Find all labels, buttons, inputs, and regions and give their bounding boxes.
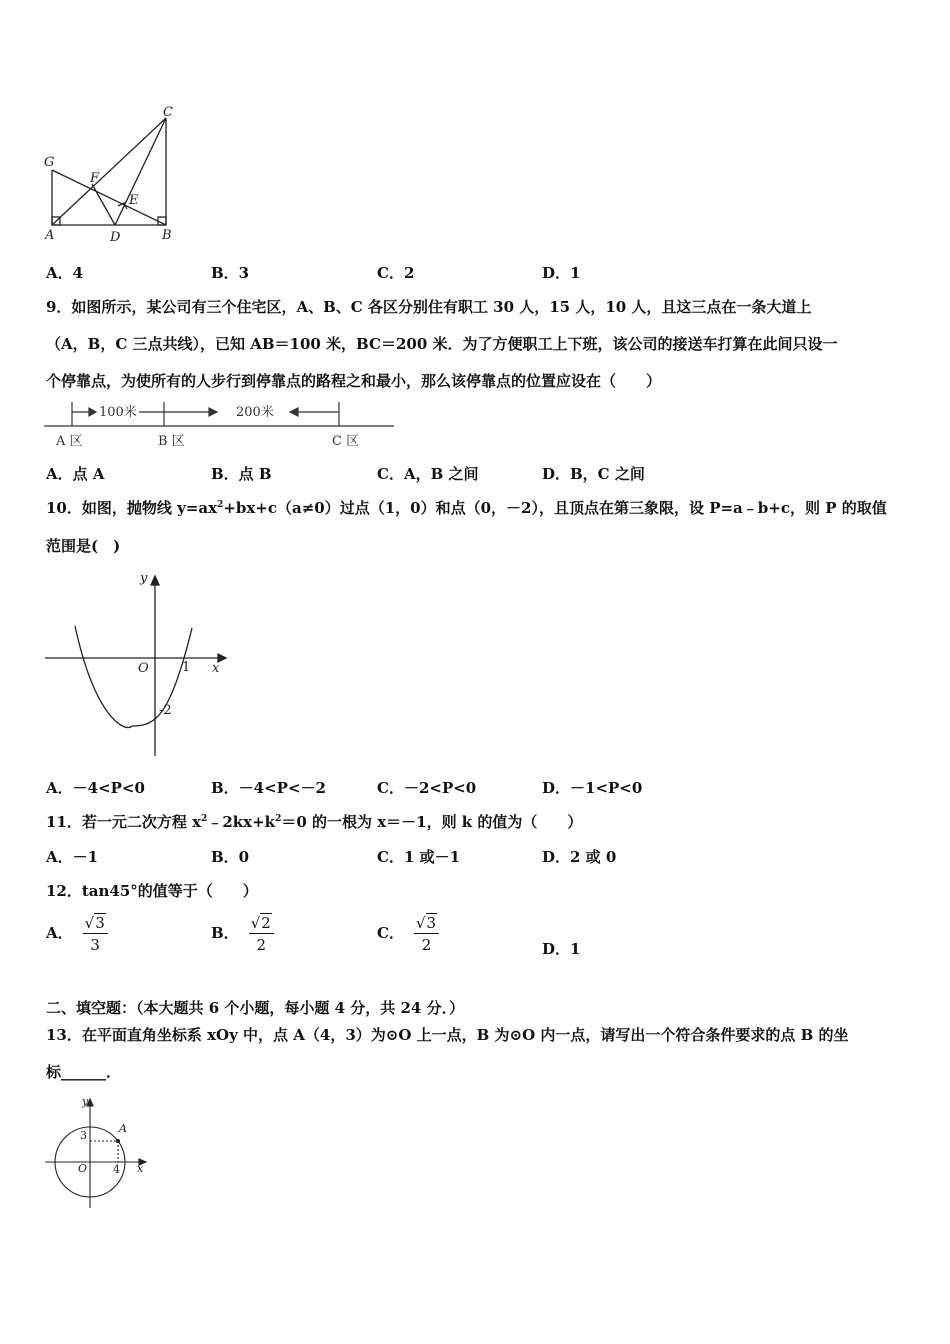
q8-option-c[interactable]: C．2 <box>377 264 415 282</box>
q10-option-b[interactable]: B．－4<P<－2 <box>211 779 326 797</box>
label-four: 4 <box>113 1163 120 1176</box>
q12-option-c[interactable]: C． $\frac{√3}{2}$ <box>377 914 439 954</box>
q13-circle-figure <box>42 1092 150 1210</box>
q12-option-b[interactable]: B． $\frac{√2}{2}$ <box>211 914 274 954</box>
section2-heading: 二、填空题：（本大题共 6 个小题，每小题 4 分，共 24 分．） <box>46 999 465 1017</box>
q9-text-line1: 9．如图所示，某公司有三个住宅区，A、B、C 各区分别住有职工 30 人，15 人，10 人，且这三点在一条大道上 <box>46 298 812 316</box>
y-axis-arrow <box>151 576 159 585</box>
label-y: y <box>82 1095 89 1108</box>
label-x: x <box>212 661 220 676</box>
q12-option-d[interactable]: D．1 <box>542 940 581 958</box>
q10-text-line2: 范围是( ) <box>46 537 121 555</box>
q10-option-d[interactable]: D．－1<P<0 <box>542 779 643 797</box>
fraction-sqrt2-over-2: $\frac{√2}{2}$ <box>249 914 274 954</box>
label-f: F <box>90 171 100 186</box>
fraction-sqrt3-over-2: $\frac{√3}{2}$ <box>414 914 439 954</box>
q8-option-a[interactable]: A．4 <box>46 264 84 282</box>
q10-parabola-figure <box>40 568 235 758</box>
q12-text: 12．tan45°的值等于（ ） <box>46 882 258 900</box>
label-d: D <box>110 230 121 245</box>
q11-option-b[interactable]: B．0 <box>211 848 250 866</box>
q11-text: 11．若一元二次方程 $x^2﹣2kx+k^2=0$ 的一根为 x＝－1，则 k 的值为（ ） <box>46 813 583 831</box>
label-origin: O <box>138 661 149 676</box>
q9-option-d[interactable]: D．B，C 之间 <box>542 465 645 483</box>
label-x: x <box>137 1162 144 1175</box>
zone-b: B 区 <box>158 434 185 449</box>
q9-road-figure <box>44 398 396 454</box>
arrowhead-ab <box>89 408 96 416</box>
q9-text-line2: （A，B，C 三点共线），已知 AB＝100 米，BC＝200 米．为了方便职工上下班，该公司的接送车打算在此间只设一 <box>46 335 838 353</box>
q9-option-c[interactable]: C．A，B 之间 <box>377 465 479 483</box>
q10-text-line1: 10．如图，抛物线 $y=ax^2+bx+c(a\ne 0)$过点（1，0）和点（0，－2），且顶点在第三象限，设 P=a﹣b+c，则 P 的取值 <box>46 499 887 517</box>
label-a: A <box>45 228 55 243</box>
label-three: 3 <box>80 1129 87 1142</box>
q11-option-a[interactable]: A．－1 <box>46 848 99 866</box>
q8-option-d[interactable]: D．1 <box>542 264 581 282</box>
arrowhead-bc <box>209 408 217 416</box>
fraction-sqrt3-over-3: $\frac{√3}{3}$ <box>83 914 108 954</box>
label-neg2: -2 <box>159 703 172 718</box>
distance-bc: 200米 <box>236 405 274 420</box>
q13-text-line1: 13．在平面直角坐标系 xOy 中，点 A（4，3）为⊙O 上一点，B 为⊙O 内一点，请写出一个符合条件要求的点 B 的坐 <box>46 1026 849 1044</box>
label-b: B <box>162 228 172 243</box>
segment-dc <box>115 118 166 225</box>
q11-option-d[interactable]: D．2 或 0 <box>542 848 617 866</box>
label-g: G <box>44 155 55 170</box>
q8-option-b[interactable]: B．3 <box>211 264 250 282</box>
segment-gb <box>52 170 166 225</box>
q10-option-a[interactable]: A．－4<P<0 <box>46 779 145 797</box>
segment-ac <box>52 118 166 225</box>
q9-option-b[interactable]: B．点 B <box>211 465 272 483</box>
q12-option-a[interactable]: A． $\frac{√3}{3}$ <box>46 914 108 954</box>
label-e: E <box>129 193 139 208</box>
label-origin: O <box>78 1162 88 1175</box>
label-a: A <box>119 1122 127 1135</box>
label-one: 1 <box>182 660 191 675</box>
arrowhead-cb <box>290 408 298 416</box>
label-c: C <box>163 105 173 120</box>
q8-geometry-figure <box>40 100 190 245</box>
q9-option-a[interactable]: A．点 A <box>46 465 105 483</box>
zone-c: C 区 <box>332 434 360 449</box>
segment-fd <box>92 184 115 225</box>
zone-a: A 区 <box>56 434 83 449</box>
q9-text-line3: 个停靠点，为使所有的人步行到停靠点的路程之和最小，那么该停靠点的位置应设在（ ） <box>46 372 662 390</box>
q13-text-line2: 标______． <box>46 1063 122 1081</box>
q10-option-c[interactable]: C．－2<P<0 <box>377 779 477 797</box>
point-a <box>117 1140 120 1143</box>
q11-option-c[interactable]: C．1 或－1 <box>377 848 461 866</box>
parabola-curve <box>75 626 192 727</box>
distance-ab: 100米 <box>99 405 137 420</box>
label-y: y <box>140 571 148 586</box>
